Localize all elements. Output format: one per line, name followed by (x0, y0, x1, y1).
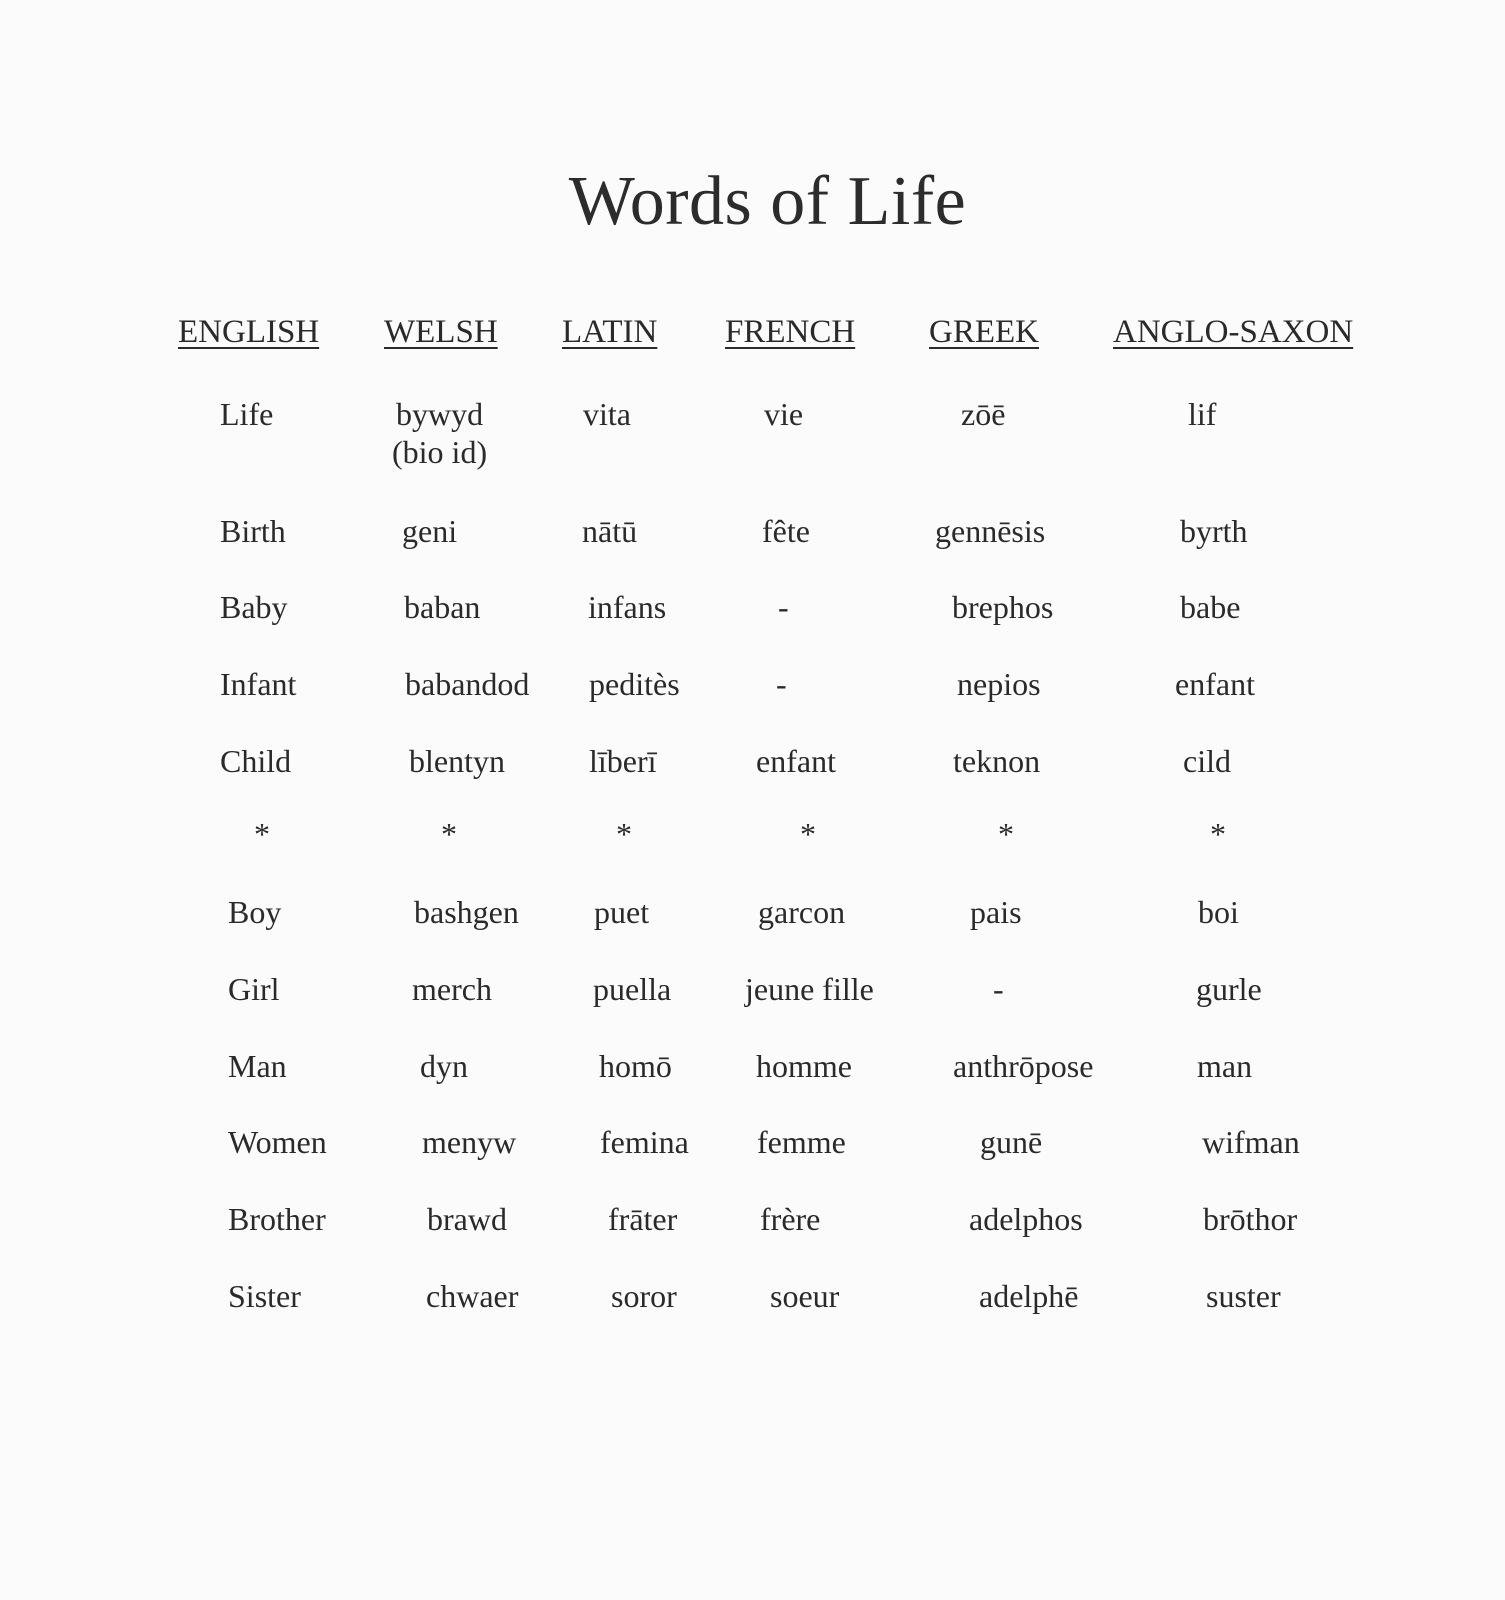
cell-welsh: merch (412, 971, 492, 1007)
cell-english: Infant (220, 666, 297, 702)
cell-english: Boy (228, 894, 282, 930)
cell-greek: brephos (952, 589, 1054, 625)
cell-anglo-saxon: man (1197, 1048, 1253, 1084)
cell-latin: homō (599, 1048, 672, 1084)
cell-latin: vita (583, 396, 631, 432)
cell-greek: pais (970, 894, 1022, 930)
cell-english: Baby (220, 589, 288, 625)
cell-french: - (778, 589, 789, 625)
cell-french: frère (760, 1201, 821, 1237)
cell-english: Life (220, 396, 274, 432)
cell-latin: peditès (589, 666, 680, 702)
cell-latin: frāter (608, 1201, 678, 1237)
cell-welsh: baban (404, 589, 481, 625)
cell-french: garcon (758, 894, 846, 930)
cell-french: femme (757, 1124, 846, 1160)
cell-english: Girl (228, 971, 280, 1007)
cell-welsh: menyw (422, 1124, 517, 1160)
page-title: Words of Life (568, 163, 967, 240)
cell-anglo-saxon: brōthor (1203, 1201, 1298, 1237)
cell-anglo-saxon: wifman (1202, 1124, 1300, 1160)
cell-english: Brother (228, 1201, 326, 1237)
cell-french: homme (756, 1048, 852, 1084)
cell-anglo-saxon: boi (1198, 894, 1239, 930)
cell-welsh: babandod (405, 666, 530, 702)
header-latin: LATIN (562, 314, 658, 350)
cell-english: Sister (228, 1278, 301, 1314)
cell-french: fête (762, 513, 810, 549)
cell-anglo-saxon: enfant (1175, 666, 1255, 702)
header-welsh: WELSH (384, 314, 498, 350)
cell-welsh: bashgen (414, 894, 519, 930)
cell-greek: * (998, 816, 1014, 852)
header-anglo-saxon: ANGLO-SAXON (1113, 314, 1354, 350)
cell-greek: anthrōpose (953, 1048, 1094, 1084)
cell-greek: gunē (980, 1124, 1043, 1160)
cell-anglo-saxon: byrth (1180, 513, 1248, 549)
cell-greek: nepios (957, 666, 1041, 702)
cell-welsh: bywyd (bio id) (392, 396, 488, 470)
cell-french: vie (764, 396, 804, 432)
cell-anglo-saxon: babe (1180, 589, 1241, 625)
cell-english: Man (228, 1048, 287, 1084)
cell-anglo-saxon: cild (1183, 743, 1231, 779)
cell-welsh: dyn (420, 1048, 468, 1084)
cell-anglo-saxon: lif (1188, 396, 1217, 432)
cell-welsh: brawd (427, 1201, 507, 1237)
cell-latin: infans (588, 589, 667, 625)
cell-greek: teknon (953, 743, 1041, 779)
cell-english: Child (220, 743, 292, 779)
cell-french: enfant (756, 743, 836, 779)
cell-welsh: * (441, 816, 457, 852)
cell-greek: adelphos (969, 1201, 1083, 1237)
cell-latin: femina (600, 1124, 689, 1160)
header-french: FRENCH (725, 314, 856, 350)
cell-latin: puella (593, 971, 672, 1007)
cell-french: - (776, 666, 787, 702)
cell-welsh: chwaer (426, 1278, 519, 1314)
cell-french: jeune fille (745, 971, 874, 1007)
cell-greek: adelphē (979, 1278, 1079, 1314)
cell-anglo-saxon: suster (1206, 1278, 1281, 1314)
cell-english: Women (228, 1124, 327, 1160)
cell-french: soeur (770, 1278, 840, 1314)
cell-english: Birth (220, 513, 286, 549)
cell-latin: nātū (582, 513, 638, 549)
cell-welsh: geni (402, 513, 458, 549)
cell-anglo-saxon: * (1210, 816, 1226, 852)
cell-french: * (800, 816, 816, 852)
cell-latin: * (616, 816, 632, 852)
header-greek: GREEK (929, 314, 1039, 350)
cell-greek: zōē (961, 396, 1006, 432)
cell-greek: gennēsis (935, 513, 1046, 549)
cell-latin: līberī (589, 743, 657, 779)
cell-latin: soror (611, 1278, 677, 1314)
cell-latin: puet (594, 894, 650, 930)
cell-greek: - (993, 971, 1004, 1007)
cell-welsh: blentyn (409, 743, 505, 779)
cell-anglo-saxon: gurle (1196, 971, 1262, 1007)
cell-english: * (254, 816, 270, 852)
header-english: ENGLISH (178, 314, 320, 350)
